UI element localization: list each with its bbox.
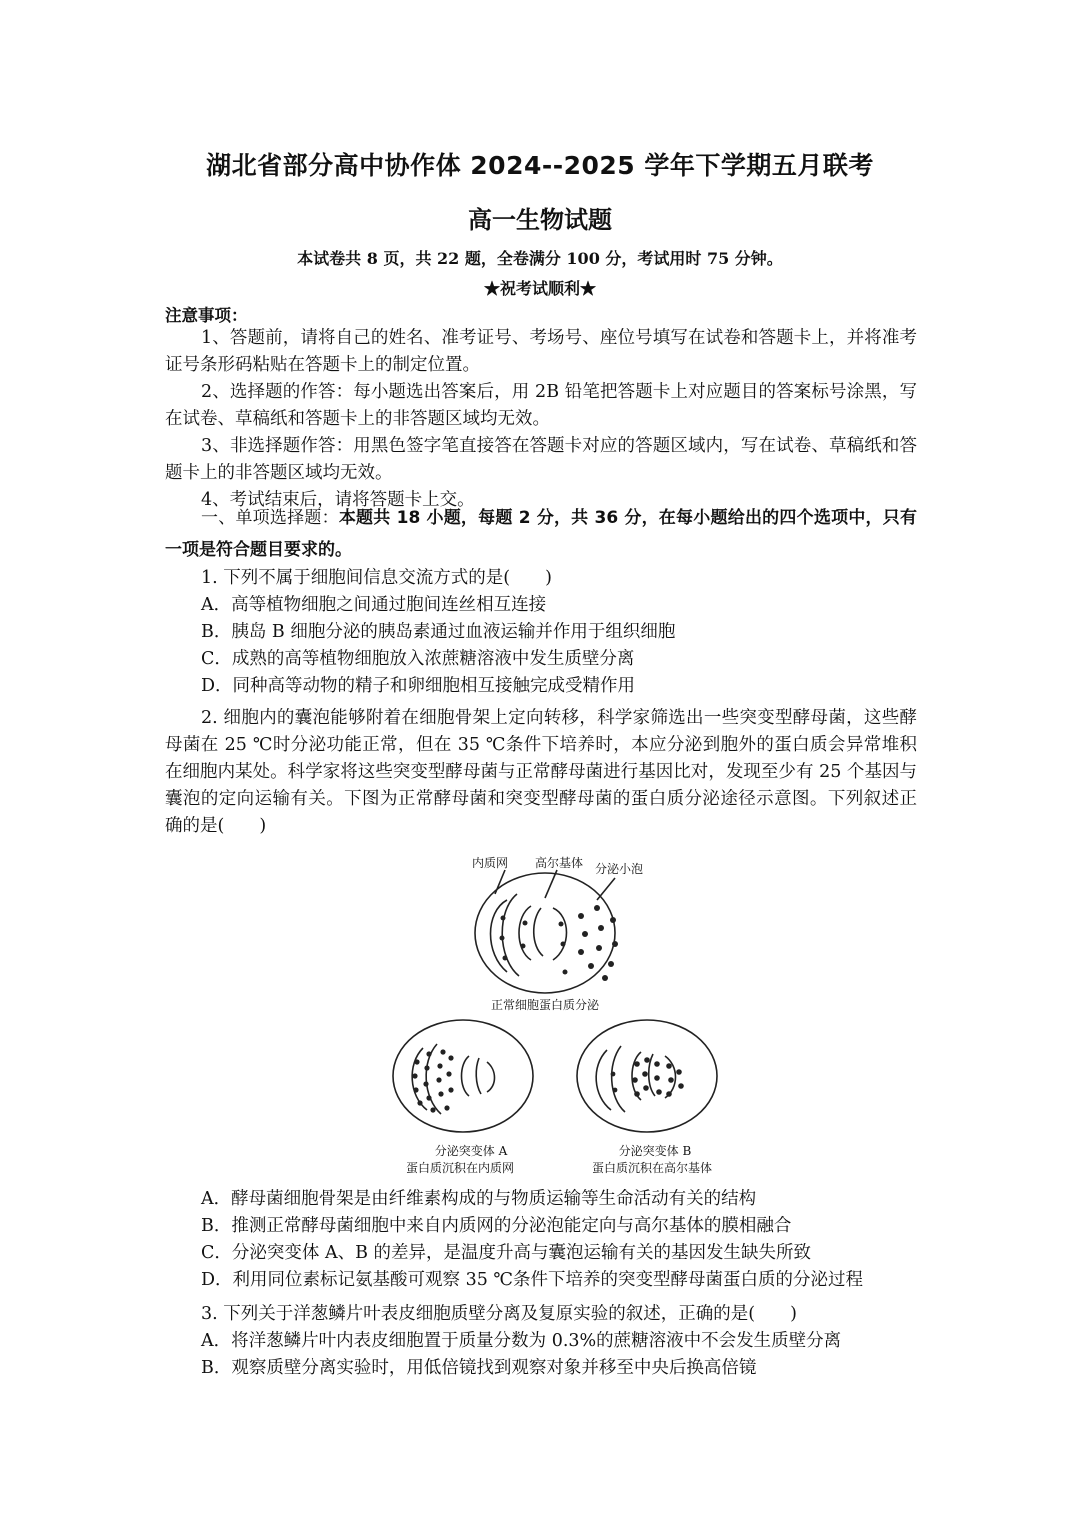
question-2-options xyxy=(165,1186,917,1294)
mutant-b-er-2 xyxy=(612,1046,625,1112)
mutant-a-desc: 蛋白质沉积在内质网 xyxy=(405,1161,514,1175)
exam-subtitle: 高一生物试题 xyxy=(468,206,612,234)
section-prefix: 一、单项选择题： xyxy=(201,508,339,528)
label-er: 内质网 xyxy=(472,856,509,870)
notice-heading: 注意事项： xyxy=(165,306,248,325)
mutant-b-er-1 xyxy=(596,1050,611,1110)
exam-blessing: ★祝考试顺利★ xyxy=(483,279,596,298)
normal-golgi xyxy=(519,906,543,960)
question-3-option-a: A．将洋葱鳞片叶内表皮细胞置于质量分数为 0.3%的蔗糖溶液中不会发生质壁分离 xyxy=(201,1331,842,1351)
cell-diagrams xyxy=(385,848,730,1143)
pointer-golgi xyxy=(545,870,557,898)
question-2-stem: 2. 细胞内的囊泡能够附着在细胞骨架上定向转移，科学家筛选出一些突变型酵母菌，这些酵母菌在 25 ℃时分泌功能正常，但在 35 ℃条件下培养时，本应分泌到胞外的蛋白质会异常堆积在细胞内某处。科学家将这些突变型酵母菌与正常酵母菌进行基因比对，发现至少有 25 个基因与囊泡的定向运输有关。下图为正常酵母菌和突变型酵母菌的蛋白质分泌途径示意图。下列叙述正确的是( ) xyxy=(165,708,917,836)
label-vesicle: 分泌小泡 xyxy=(595,862,644,876)
pointer-vesicle xyxy=(597,878,615,900)
question-2-option-a: A．酵母菌细胞骨架是由纤维素构成的与物质运输等生命活动有关的结构 xyxy=(201,1189,757,1209)
pointer-er xyxy=(495,870,505,894)
mutant-b-cell xyxy=(577,1020,717,1132)
mutant-b-proteins xyxy=(611,1057,684,1097)
question-3-stem: 3. 下列关于洋葱鳞片叶表皮细胞质壁分离及复原实验的叙述，正确的是( ) xyxy=(201,1304,797,1324)
question-1-option-d: D．同种高等动物的精子和卵细胞相互接触完成受精作用 xyxy=(201,676,636,696)
caption-normal: 正常细胞蛋白质分泌 xyxy=(491,998,600,1012)
exam-title: 湖北省部分高中协作体 2024--2025 学年下学期五月联考 xyxy=(206,151,874,180)
secretion-figure xyxy=(385,848,730,1180)
question-1 xyxy=(165,565,917,700)
section-heading xyxy=(165,502,917,566)
normal-er-fold-2 xyxy=(502,894,519,976)
notice-item: 3、非选择题作答：用黑色签字笔直接答在答题卡对应的答题区域内，写在试卷、草稿纸和答题卡上的非答题区域均无效。 xyxy=(165,436,917,483)
notice-item: 4、考试结束后，请将答题卡上交。 xyxy=(201,490,475,510)
question-1-stem: 1. 下列不属于细胞间信息交流方式的是( ) xyxy=(201,568,552,588)
question-2-stem-block xyxy=(165,705,917,840)
mutant-a-name: 分泌突变体 A xyxy=(434,1144,508,1158)
notice-list xyxy=(165,325,917,514)
normal-cell xyxy=(475,870,615,993)
question-1-option-a: A．高等植物细胞之间通过胞间连丝相互连接 xyxy=(201,595,547,615)
label-golgi: 高尔基体 xyxy=(535,856,584,870)
question-2-option-b: B．推测正常酵母菌细胞中来自内质网的分泌泡能定向与高尔基体的膜相融合 xyxy=(201,1216,792,1236)
mutant-b-desc: 蛋白质沉积在高尔基体 xyxy=(591,1161,712,1175)
notice-item: 1、答题前，请将自己的姓名、准考证号、考场号、座位号填写在试卷和答题卡上，并将准考证号条形码粘贴在答题卡上的制定位置。 xyxy=(165,328,917,375)
question-1-option-c: C．成熟的高等植物细胞放入浓蔗糖溶液中发生质壁分离 xyxy=(201,649,635,669)
mutant-b-name: 分泌突变体 B xyxy=(618,1144,692,1158)
section-text: 本题共 18 小题，每题 2 分，共 36 分，在每小题给出的四个选项中，只有一项是符合题目要求的。 xyxy=(165,508,918,560)
mutant-a-golgi xyxy=(462,1056,495,1096)
mutant-b-membrane xyxy=(577,1020,717,1132)
question-3-option-b: B．观察质壁分离实验时，用低倍镜找到观察对象并移至中央后换高倍镜 xyxy=(201,1358,757,1378)
exam-info: 本试卷共 8 页，共 22 题，全卷满分 100 分，考试用时 75 分钟。 xyxy=(297,249,783,268)
question-1-option-b: B．胰岛 B 细胞分泌的胰岛素通过血液运输并作用于组织细胞 xyxy=(201,622,676,642)
question-3 xyxy=(165,1301,917,1382)
notice-item: 2、选择题的作答：每小题选出答案后，用 2B 铅笔把答题卡上对应题目的答案标号涂黑，写在试卷、草稿纸和答题卡上的非答题区域均无效。 xyxy=(165,382,917,429)
question-2-option-d: D．利用同位素标记氨基酸可观察 35 ℃条件下培养的突变型酵母菌蛋白质的分泌过程 xyxy=(201,1270,863,1290)
normal-golgi-2 xyxy=(553,908,567,960)
normal-er-fold-1 xyxy=(491,900,508,972)
question-2-option-c: C．分泌突变体 A、B 的差异，是温度升高与囊泡运输有关的基因发生缺失所致 xyxy=(201,1243,812,1263)
